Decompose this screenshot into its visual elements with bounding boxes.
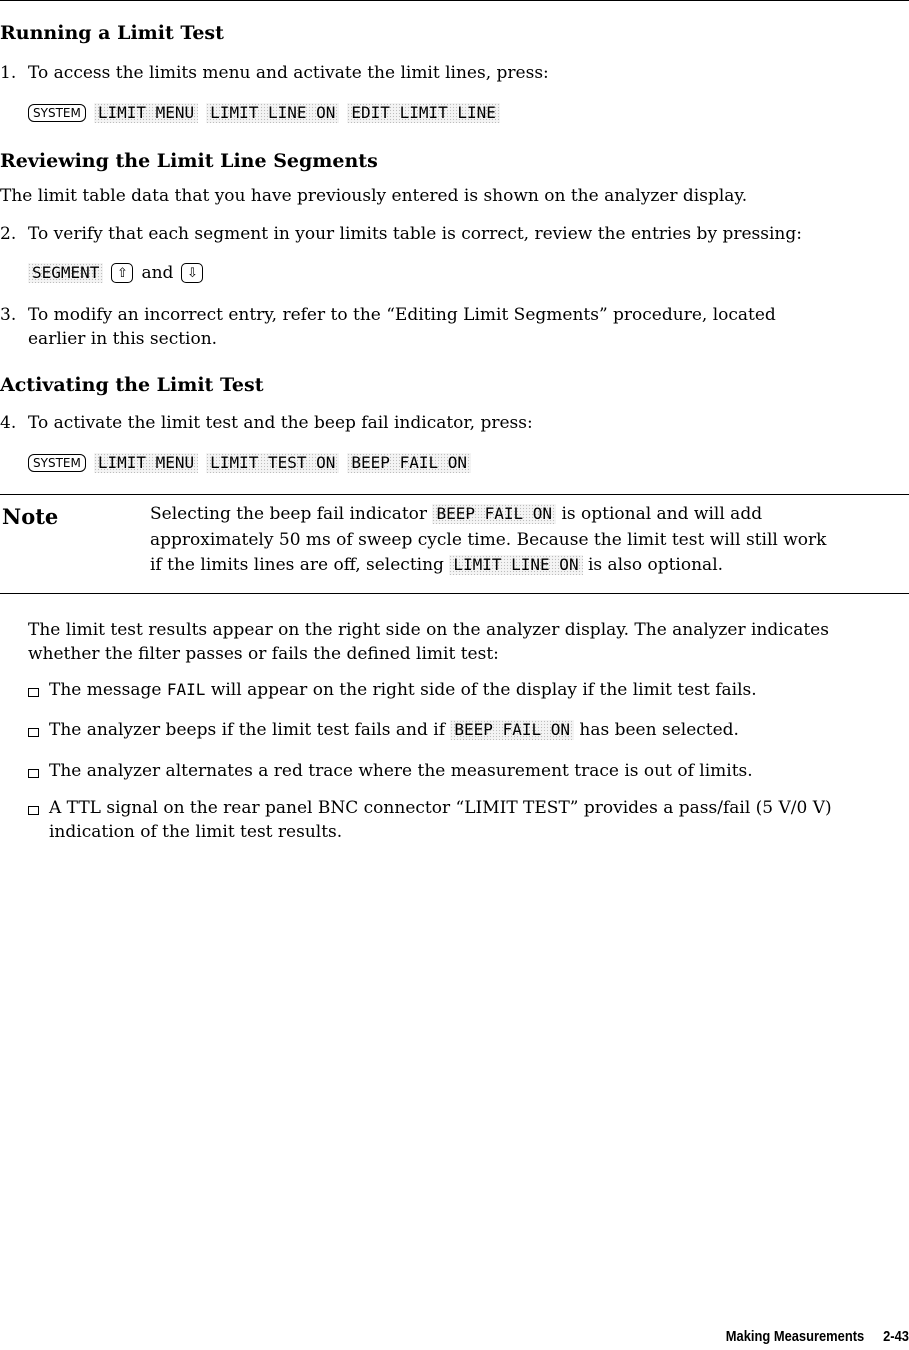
note-text: is also optional. bbox=[587, 555, 724, 575]
up-arrow-key[interactable] bbox=[111, 263, 133, 283]
note-line-3 bbox=[150, 553, 905, 579]
footer-section-title: Making Measurements bbox=[725, 1328, 865, 1345]
note-line-2: approximately 50 ms of sweep cycle time. Because the limit test will still work bbox=[150, 529, 827, 550]
results-intro-line1: The limit test results appear on the right side on the analyzer display. The analyzer indicates bbox=[28, 620, 829, 640]
key-sequence-4 bbox=[28, 453, 479, 473]
softkey-limit-line-on[interactable]: LIMIT LINE ON bbox=[206, 103, 339, 123]
note-text: is optional and will add bbox=[561, 504, 763, 524]
reviewing-intro: The limit table data that you have previously entered is shown on the analyzer display. bbox=[0, 186, 748, 206]
step-4 bbox=[0, 411, 533, 435]
softkey-limit-line-on[interactable]: LIMIT LINE ON bbox=[449, 555, 582, 575]
step-3-line2: earlier in this section. bbox=[28, 329, 218, 349]
and-text: and bbox=[141, 263, 174, 283]
bullet-text-line2: indication of the limit test results. bbox=[49, 822, 343, 842]
fail-message-code: FAIL bbox=[166, 680, 206, 699]
checkbox-bullet-icon bbox=[28, 806, 39, 815]
bullet-text: The message bbox=[49, 680, 162, 700]
bullet-text: The analyzer alternates a red trace where the measurement trace is out of limits. bbox=[49, 761, 753, 781]
note-text: if the limits lines are off, selecting bbox=[150, 555, 444, 575]
step-number: 4. bbox=[0, 413, 17, 433]
bullet-text: The analyzer beeps if the limit test fails and if bbox=[49, 720, 445, 740]
bullet-text-line1: A TTL signal on the rear panel BNC connector “LIMIT TEST” provides a pass/fail (5 V/0 V) bbox=[49, 798, 832, 818]
softkey-beep-fail-on[interactable]: BEEP FAIL ON bbox=[450, 720, 574, 740]
step-number: 1. bbox=[0, 63, 17, 83]
note-top-rule bbox=[0, 494, 909, 495]
step-2 bbox=[0, 222, 802, 246]
softkey-beep-fail-on[interactable]: BEEP FAIL ON bbox=[347, 453, 471, 473]
key-sequence-1 bbox=[28, 103, 508, 123]
step-text: To access the limits menu and activate the limit lines, press: bbox=[28, 63, 549, 83]
page-footer bbox=[726, 1328, 909, 1345]
system-hardkey[interactable]: SYSTEM bbox=[28, 104, 86, 122]
softkey-edit-limit-line[interactable]: EDIT LIMIT LINE bbox=[347, 103, 500, 123]
softkey-limit-menu[interactable]: LIMIT MENU bbox=[94, 103, 198, 123]
note-text: Selecting the beep fail indicator bbox=[150, 504, 428, 524]
step-3 bbox=[0, 303, 776, 327]
bullet-text: will appear on the right side of the display if the limit test fails. bbox=[210, 680, 757, 700]
note-bottom-rule bbox=[0, 593, 909, 594]
checkbox-bullet-icon bbox=[28, 769, 39, 778]
key-sequence-2 bbox=[28, 263, 203, 283]
step-text: To verify that each segment in your limits table is correct, review the entries by pressing: bbox=[28, 224, 802, 244]
step-1 bbox=[0, 61, 549, 85]
checkbox-bullet-icon bbox=[28, 728, 39, 737]
system-hardkey[interactable]: SYSTEM bbox=[28, 454, 86, 472]
top-rule bbox=[0, 0, 909, 1]
softkey-limit-menu[interactable]: LIMIT MENU bbox=[94, 453, 198, 473]
results-intro-line2: whether the filter passes or fails the defined limit test: bbox=[28, 644, 499, 664]
list-item bbox=[28, 759, 753, 783]
note-label: Note bbox=[2, 504, 59, 529]
down-arrow-icon: ⇩ bbox=[186, 265, 198, 281]
heading-running-limit-test: Running a Limit Test bbox=[0, 22, 224, 44]
heading-reviewing-segments: Reviewing the Limit Line Segments bbox=[0, 150, 378, 172]
step-number: 3. bbox=[0, 305, 17, 325]
down-arrow-key[interactable] bbox=[181, 263, 203, 283]
bullet-text: has been selected. bbox=[579, 720, 739, 740]
note-line-1 bbox=[150, 502, 905, 528]
softkey-limit-test-on[interactable]: LIMIT TEST ON bbox=[206, 453, 339, 473]
step-text: To activate the limit test and the beep fail indicator, press: bbox=[28, 413, 533, 433]
list-item bbox=[28, 796, 832, 844]
softkey-beep-fail-on[interactable]: BEEP FAIL ON bbox=[432, 504, 556, 524]
list-item bbox=[28, 718, 739, 742]
step-number: 2. bbox=[0, 224, 17, 244]
note-body bbox=[150, 502, 905, 579]
step-text-line1: To modify an incorrect entry, refer to the “Editing Limit Segments” procedure, located bbox=[28, 305, 776, 325]
softkey-segment[interactable]: SEGMENT bbox=[28, 263, 103, 283]
heading-activating-limit-test: Activating the Limit Test bbox=[0, 374, 264, 396]
list-item bbox=[28, 678, 757, 702]
checkbox-bullet-icon bbox=[28, 688, 39, 697]
page-number: 2-43 bbox=[883, 1328, 909, 1345]
up-arrow-icon: ⇧ bbox=[116, 265, 128, 281]
